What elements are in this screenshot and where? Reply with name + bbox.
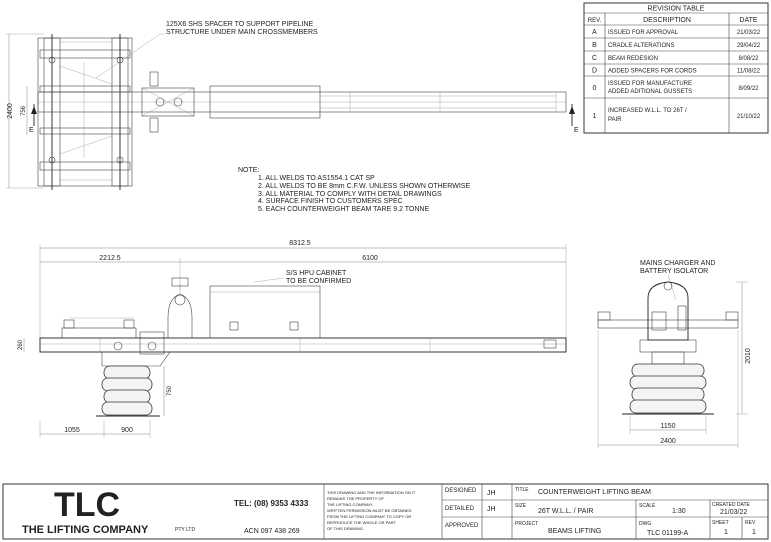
side-elevation (18, 240, 566, 438)
cushion-width-dim: 900 (121, 427, 133, 434)
company-acn: ACN 097 438 269 (244, 528, 300, 535)
detailed-value: JH (487, 506, 496, 513)
rev-d: D (591, 67, 598, 75)
plan-inner-dim: 756 (21, 105, 27, 117)
note-3: 3. ALL MATERIAL TO COMPLY WITH DETAIL DRAWINGS (258, 191, 442, 198)
title-block (3, 484, 768, 539)
beam-height-dim: 260 (18, 339, 24, 351)
revision-table-title: REVISION TABLE (647, 5, 705, 13)
disclaimer-5: FROM THE LIFTING COMPANY TO COPY OR (327, 514, 412, 519)
rev-0-desc-2: ADDED ADITIONAL GUSSETS (608, 89, 693, 95)
company-phone: TEL: (08) 9353 4333 (234, 499, 309, 508)
rev-d-desc: ADDED SPACERS FOR CORDS (608, 68, 697, 75)
created-label: CREATED DATE (712, 502, 750, 508)
end-inner-dim: 1150 (660, 423, 676, 430)
size-value: 26T W.L.L. / PAIR (538, 508, 594, 515)
disclaimer-1: THIS DRAWING AND THE INFORMATION ON IT (327, 490, 416, 495)
disclaimer-2: REMAINS THE PROPERTY OF (327, 496, 384, 501)
section-mark-right: E (574, 127, 579, 134)
rev-header: REV. (587, 18, 602, 24)
rev-a: A (592, 29, 597, 36)
project-label: PROJECT (515, 521, 539, 527)
rev-a-date: 21/03/22 (736, 30, 761, 36)
description-header: DESCRIPTION (643, 17, 691, 24)
created-value: 21/03/22 (720, 509, 748, 516)
revision-table (584, 3, 768, 133)
scale-value: 1:30 (672, 508, 686, 515)
rev-c: C (591, 55, 598, 62)
sheet-value: 1 (724, 529, 728, 536)
note-4: 4. SURFACE FINISH TO CUSTOMERS SPEC (258, 198, 403, 205)
end-width-dim: 2400 (660, 438, 676, 445)
charger-callout-1: MAINS CHARGER AND (640, 260, 716, 267)
rev-value: 1 (752, 529, 756, 536)
dwg-label: DWG (639, 521, 652, 527)
foot-offset-dim: 1055 (64, 427, 80, 434)
spacer-callout-1: 125X6 SHS SPACER TO SUPPORT PIPELINE (166, 21, 314, 28)
overall-length-dim: 8312.5 (289, 240, 311, 247)
disclaimer-4: WRITTEN PERMISSION MUST BE OBTAINED (327, 508, 412, 513)
cushion-height-dim: 750 (167, 385, 173, 397)
end-height-dim: 2010 (745, 348, 752, 364)
disclaimer-3: THE LIFTING COMPANY. (327, 502, 374, 507)
rev-0-date: 8/09/22 (738, 86, 759, 92)
disclaimer-7: OF THIS DRAWING. (327, 526, 365, 531)
spacer-callout-2: STRUCTURE UNDER MAIN CROSSMEMBERS (166, 29, 318, 36)
company-name: THE LIFTING COMPANY (22, 524, 149, 536)
date-header: DATE (739, 17, 758, 24)
approved-label: APPROVED (445, 523, 479, 529)
designed-value: JH (487, 490, 496, 497)
rev-label: REV (745, 520, 756, 526)
hpu-callout-1: S/S HPU CABINET (286, 270, 347, 277)
rev-a-desc: ISSUED FOR APPROVAL (608, 30, 678, 36)
rev-0-desc-1: ISSUED FOR MANUFACTURE (608, 81, 693, 87)
project-value: BEAMS LIFTING (548, 528, 602, 535)
notes-heading: NOTE: (238, 167, 260, 174)
rev-1-desc-1: INCREASED W.L.L. TO 26T / (608, 108, 687, 114)
rev-b-desc: CRADLE ALTERATIONS (608, 43, 675, 49)
scale-label: SCALE (639, 503, 656, 509)
title-label: TITLE (515, 487, 529, 493)
sheet-label: SHEET (712, 520, 729, 526)
rev-b: B (592, 42, 597, 49)
company-pty: PTY LTD (175, 527, 196, 533)
hpu-callout-2: TO BE CONFIRMED (286, 278, 352, 285)
charger-callout-2: BATTERY ISOLATOR (640, 268, 709, 275)
rev-1-desc-2: PAIR (608, 117, 622, 123)
size-label: SIZE (515, 503, 527, 509)
left-offset-dim: 2212.5 (99, 255, 121, 262)
note-5: 5. EACH COUNTERWEIGHT BEAM TARE 9.2 TONNE (258, 206, 430, 213)
rev-c-date: 8/08/22 (738, 56, 759, 62)
rev-d-date: 11/08/22 (737, 68, 760, 75)
rev-0: 0 (592, 85, 597, 92)
end-elevation (598, 260, 752, 448)
airbag-stack (96, 366, 160, 416)
rev-b-date: 29/04/22 (736, 43, 761, 49)
note-1: 1. ALL WELDS TO AS1554.1 CAT SP (258, 175, 375, 182)
section-mark-left: E (29, 127, 34, 134)
note-2: 2. ALL WELDS TO BE 8mm C.F.W. UNLESS SHOWN OTHERWISE (258, 183, 471, 190)
disclaimer-6: REPRODUCE THE WHOLE OR PART (327, 520, 396, 525)
rev-c-desc: BEAM REDESIGN (608, 56, 659, 62)
rev-1-date: 21/10/22 (736, 114, 761, 120)
title-value: COUNTERWEIGHT LIFTING BEAM (538, 489, 651, 496)
hpu-length-dim: 6100 (362, 255, 378, 262)
plan-height-dim: 2400 (7, 103, 14, 119)
dwg-value: TLC 01199-A (647, 530, 689, 537)
tlc-logo: TLC (54, 486, 121, 524)
plan-view (6, 21, 579, 190)
designed-label: DESIGNED (445, 488, 477, 494)
notes (238, 167, 470, 213)
rev-1: 1 (592, 113, 597, 120)
detailed-label: DETAILED (445, 506, 474, 512)
